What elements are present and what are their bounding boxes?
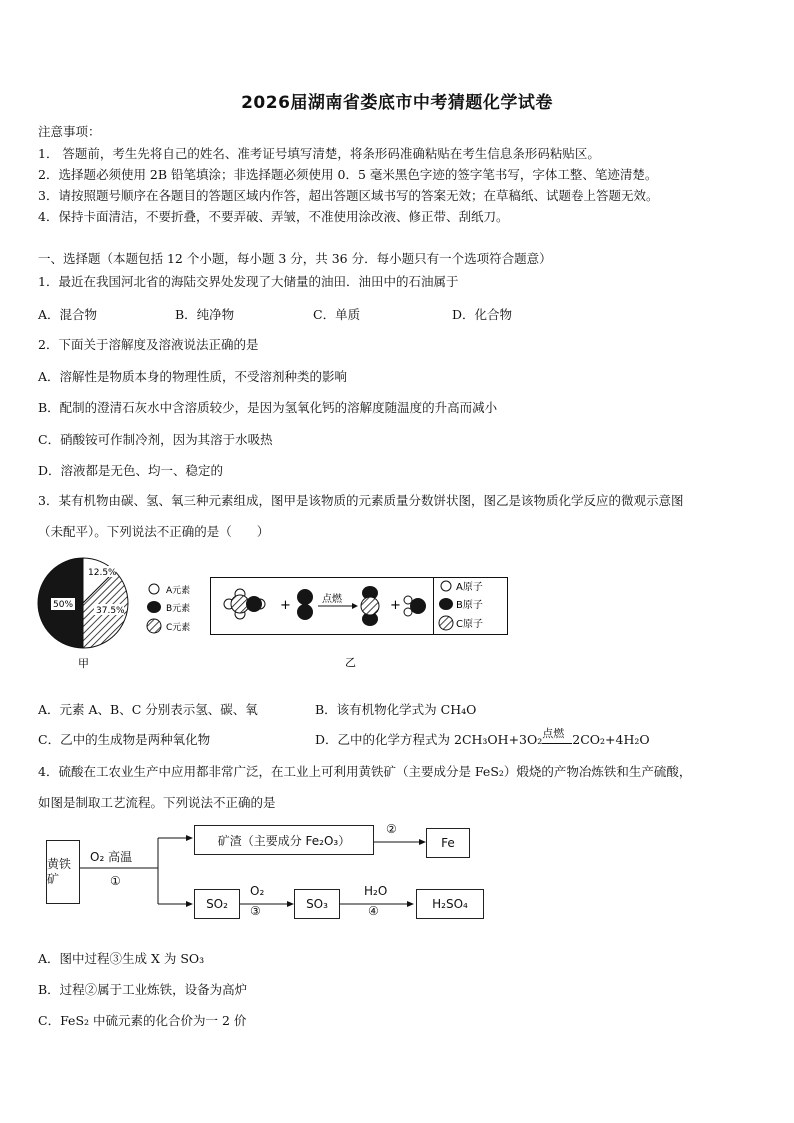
q1-option-c: C．单质 <box>313 307 361 322</box>
flow-box-h2so4: H₂SO₄ <box>416 889 484 919</box>
q1-stem: 1．最近在我国河北省的海陆交界处发现了大储量的油田．油田中的石油属于 <box>38 274 459 289</box>
q4-option-a: A．图中过程③生成 X 为 SO₃ <box>38 951 205 966</box>
legend-b-label: B元素 <box>166 604 191 614</box>
legend-c-symbol <box>147 619 161 633</box>
q3-option-d-prefix: D．乙中的化学方程式为 2CH₃OH+3O₂ <box>315 732 543 747</box>
svg-text:+: + <box>280 598 291 613</box>
q4-stem-line2: 如图是制取工艺流程。下列说法不正确的是 <box>38 795 276 810</box>
q4-stem-line1: 4．硫酸在工农业生产中应用都非常广泛，在工业上可利用黄铁矿（主要成分是 FeS₂）煅烧的产物冶炼铁和生产硫酸， <box>38 764 692 779</box>
q1-option-d: D．化合物 <box>452 307 513 322</box>
legend-c-atom-label: C原子 <box>456 619 483 630</box>
flow-box-ore: 黄铁矿 <box>46 840 80 904</box>
q2-option-d: D．溶液都是无色、均一、稳定的 <box>38 463 224 478</box>
page-title: 2026届湖南省娄底市中考猜题化学试卷 <box>241 93 553 113</box>
legend-b-atom-label: B原子 <box>456 600 483 611</box>
q1-option-a: A．混合物 <box>38 307 98 322</box>
flow-box-so3: SO₃ <box>294 889 340 919</box>
notice-heading: 注意事项： <box>38 124 101 139</box>
q2-option-a: A．溶解性是物质本身的物理性质，不受溶剂种类的影响 <box>38 369 348 384</box>
q3-option-b: B．该有机物化学式为 CH₄O <box>315 702 477 717</box>
q3-option-d-condition: 点燃 <box>542 727 565 740</box>
reaction-condition: 点燃 <box>322 594 342 605</box>
flow-step-3: ③ <box>250 904 261 918</box>
svg-text:+: + <box>390 598 401 613</box>
pie-label-a: 12.5% <box>88 568 117 578</box>
legend-b-symbol <box>147 601 161 613</box>
flow-cond-1: O₂ 高温 <box>90 850 133 864</box>
q2-option-b: B．配制的澄清石灰水中含溶质较少，是因为氢氧化钙的溶解度随温度的升高而减小 <box>38 400 498 415</box>
flow-cond-4: H₂O <box>364 884 388 898</box>
flow-cond-3: O₂ <box>250 884 265 898</box>
q3-option-d <box>315 727 650 748</box>
notice-item-2: 2．选择题必须使用 2B 铅笔填涂；非选择题必须使用 0．5 毫米黑色字迹的签字笔书写，字体工整、笔迹清楚。 <box>38 167 658 182</box>
q3-stem-line2: （未配平）。下列说法不正确的是（ ） <box>38 524 270 539</box>
q3-stem-line1: 3．某有机物由碳、氢、氧三种元素组成，图甲是该物质的元素质量分数饼状图，图乙是该物质化学反应的微观示意图 <box>38 493 684 508</box>
flow-box-so2: SO₂ <box>194 889 240 919</box>
molecule-reactant-2 <box>297 589 313 620</box>
q3-option-d-suffix: 2CO₂+4H₂O <box>572 732 650 747</box>
legend-c-atom-symbol <box>439 616 453 630</box>
pie-label-b: 50% <box>53 600 74 610</box>
molecule-product-2 <box>404 596 426 616</box>
molecule-product-1 <box>361 586 379 626</box>
notice-item-1: 1． 答题前，考生先将自己的姓名、准考证号填写清楚，将条形码准确粘贴在考生信息条形码粘贴区。 <box>38 146 600 161</box>
notice-item-4: 4．保持卡面清洁，不要折叠，不要弄破、弄皱，不准使用涂改液、修正带、刮纸刀。 <box>38 209 509 224</box>
q4-option-c: C．FeS₂ 中硫元素的化合价为一 2 价 <box>38 1013 247 1028</box>
legend-a-atom-symbol <box>441 581 451 591</box>
notice-item-3: 3．请按照题号顺序在各题目的答题区域内作答，超出答题区域书写的答案无效；在草稿纸、试题卷上答题无效。 <box>38 188 659 203</box>
legend-a-label: A元素 <box>166 586 191 596</box>
molecule-reactant-1 <box>224 589 265 619</box>
legend-a-symbol <box>149 584 159 594</box>
pie-label-c: 37.5% <box>96 606 125 616</box>
figure-jia-caption: 甲 <box>78 657 89 670</box>
q1-option-b: B．纯净物 <box>175 307 235 322</box>
legend-b-atom-symbol <box>439 598 453 610</box>
figure-jia <box>36 553 206 673</box>
q4-option-b: B．过程②属于工业炼铁，设备为高炉 <box>38 982 248 997</box>
figure-yi-caption: 乙 <box>345 656 356 669</box>
q3-option-a: A．元素 A、B、C 分别表示氢、碳、氧 <box>38 702 258 717</box>
q2-stem: 2．下面关于溶解度及溶液说法正确的是 <box>38 337 259 352</box>
section-heading: 一、选择题（本题包括 12 个小题，每小题 3 分，共 36 分．每小题只有一个选项符合题意） <box>38 251 552 266</box>
flow-step-4: ④ <box>368 904 379 918</box>
flow-step-2: ② <box>386 822 397 836</box>
flow-step-1: ① <box>110 874 121 888</box>
q2-option-c: C．硝酸铵可作制冷剂，因为其溶于水吸热 <box>38 432 273 447</box>
legend-c-label: C元素 <box>166 623 191 633</box>
flow-box-slag: 矿渣（主要成分 Fe₂O₃） <box>194 825 374 855</box>
flow-box-fe: Fe <box>426 828 470 858</box>
q3-option-c: C．乙中的生成物是两种氧化物 <box>38 732 211 747</box>
legend-a-atom-label: A原子 <box>456 582 483 593</box>
figure-yi <box>210 572 510 670</box>
